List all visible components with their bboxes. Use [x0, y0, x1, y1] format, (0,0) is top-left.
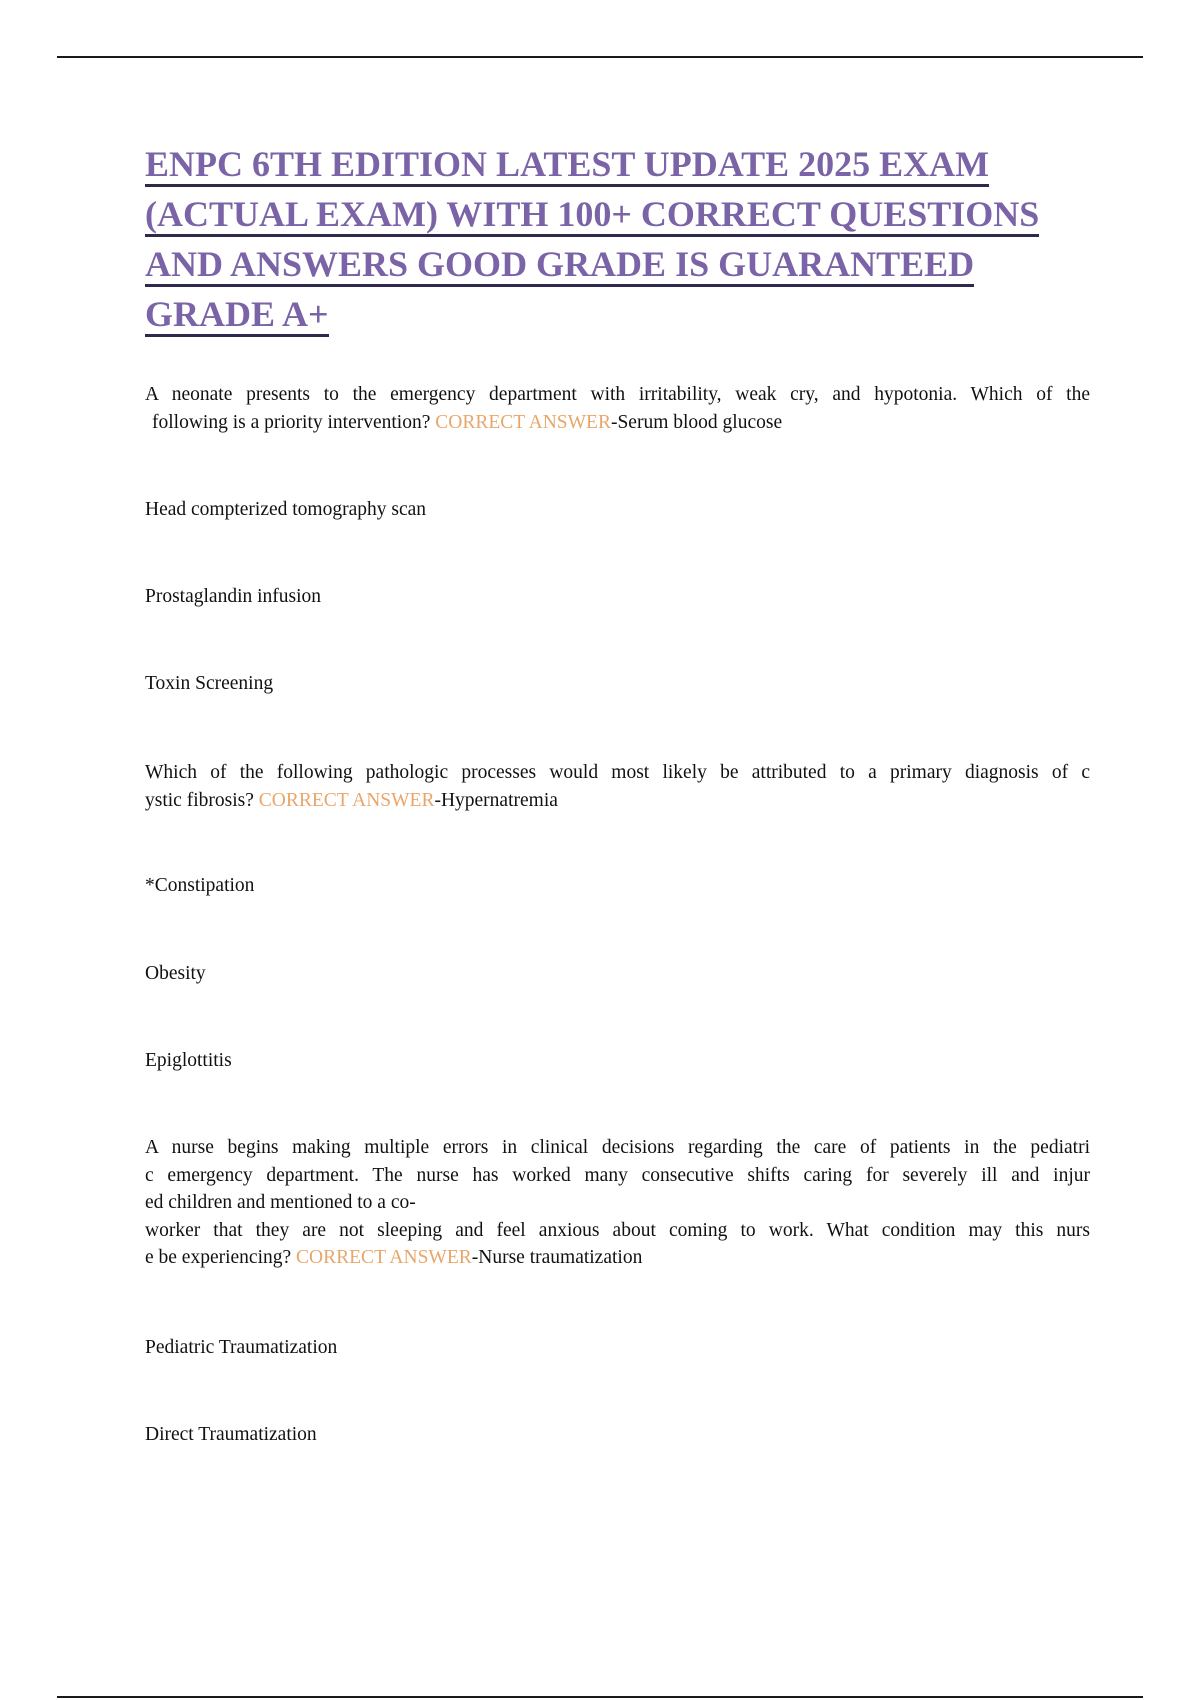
question-text-line: A nurse begins making multiple errors in clinical decisions regarding the care of patients in the pediatri — [145, 1137, 1090, 1158]
header-rule — [57, 56, 1143, 58]
question-text-line: Which of the following pathologic processes would most likely be attributed to a primary diagnosis of c — [145, 762, 1090, 783]
question-text-line: ystic fibrosis? CORRECT ANSWER-Hypernatremia — [145, 789, 558, 811]
correct-answer-value: -Hypernatremia — [434, 789, 558, 811]
question-text-line: A neonate presents to the emergency department with irritability, weak cry, and hypotonia. Which of the — [145, 384, 1090, 405]
document-title — [145, 142, 1105, 342]
answer-option: Head compterized tomography scan — [145, 499, 427, 520]
title-line: (ACTUAL EXAM) WITH 100+ CORRECT QUESTIONS — [145, 194, 1039, 237]
footer-rule — [57, 1696, 1143, 1698]
correct-answer-label: CORRECT ANSWER — [435, 411, 611, 433]
correct-answer-value: -Nurse traumatization — [471, 1247, 643, 1268]
answer-option: Direct Traumatization — [145, 1424, 317, 1445]
question-text-line: c emergency department. The nurse has worked many consecutive shifts caring for severely ill and injur — [145, 1164, 1090, 1186]
answer-option: Obesity — [145, 963, 206, 984]
answer-option: Epiglottitis — [145, 1050, 232, 1071]
title-line: AND ANSWERS GOOD GRADE IS GUARANTEED — [145, 244, 974, 287]
correct-answer-label: CORRECT ANSWER — [258, 789, 435, 811]
question-text-line: e be experiencing? CORRECT ANSWER-Nurse traumatization — [145, 1247, 643, 1268]
question-text-line: worker that they are not sleeping and feel anxious about coming to work. What condition may this nurs — [145, 1219, 1090, 1241]
title-line: ENPC 6TH EDITION LATEST UPDATE 2025 EXAM — [145, 144, 989, 187]
answer-option: Pediatric Traumatization — [145, 1337, 338, 1358]
question-text-line: ed children and mentioned to a co- — [145, 1192, 416, 1213]
answer-option: Prostaglandin infusion — [145, 586, 322, 607]
question-1 — [145, 381, 1090, 436]
question-text-line: following is a priority intervention? CORRECT ANSWER-Serum blood glucose — [152, 411, 783, 433]
title-line: GRADE A+ — [145, 294, 329, 337]
question-3 — [145, 1134, 1090, 1272]
correct-answer-label: CORRECT ANSWER — [296, 1247, 472, 1268]
answer-option: Toxin Screening — [145, 673, 274, 694]
correct-answer-value: -Serum blood glucose — [610, 411, 783, 433]
answer-option: *Constipation — [145, 875, 255, 896]
question-2 — [145, 759, 1090, 814]
